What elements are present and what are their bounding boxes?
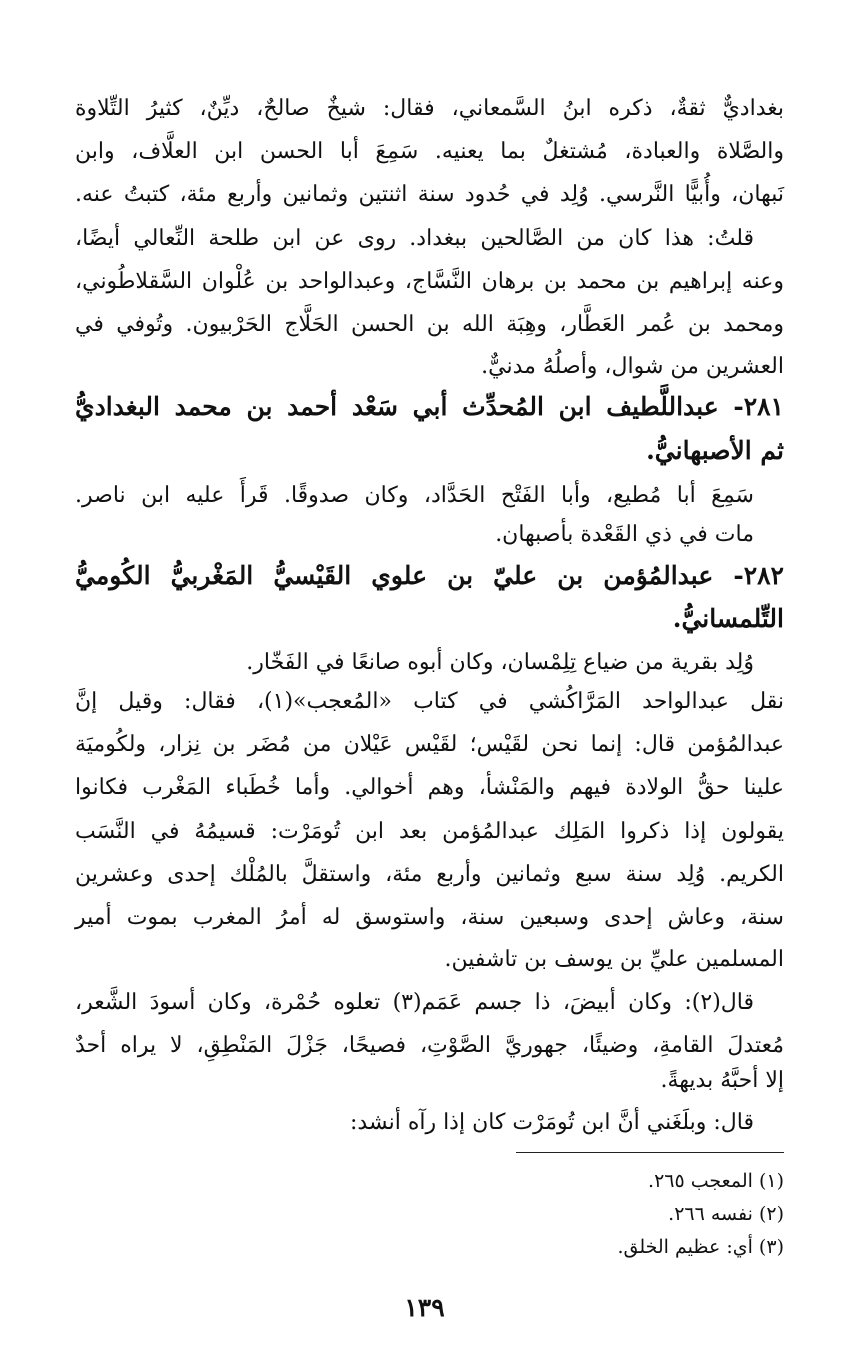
text-line: يقولون إذا ذكروا المَلِك عبدالمُؤمن بعد ابن تُومَرْت: قسيمُهُ في النَّسَب — [75, 819, 784, 844]
text-line: وعنه إبراهيم بن محمد بن برهان النَّسَّاج، وعبدالواحد بن عُلْوان السَّقلاطُوني، — [75, 269, 784, 294]
text-line: ومحمد بن عُمر العَطَّار، وهِبَة الله بن الحسن الحَلَّاج الحَرْبيون. وتُوفي في — [75, 312, 784, 337]
footnote: (١) المعجب ٢٦٥. — [648, 1170, 784, 1192]
text-line: وُلِد بقرية من ضياع تِلِمْسان، وكان أبوه صانعًا في الفَخّار. — [246, 650, 754, 675]
entry-heading: ٢٨٢- عبدالمُؤمن بن عليّ بن علوي القَيْسيُّ المَغْربيُّ الكُوميُّ — [75, 561, 784, 590]
text-line: قلتُ: هذا كان من الصَّالحين ببغداد. روى عن ابن طلحة النِّعالي أيضًا، — [75, 226, 754, 251]
text-line: بغداديٌّ ثقةٌ، ذكره ابنُ السَّمعاني، فقال: شيخٌ صالحٌ، ديِّنٌ، كثيرُ التِّلاوة — [75, 96, 784, 121]
text-line: نَبهان، وأُبيًّا النَّرسي. وُلِد في حُدود سنة اثنتين وثمانين وأربع مئة، كتبتُ عنه. — [75, 182, 784, 207]
text-line: عبدالمُؤمن قال: إنما نحن لقَيْس؛ لقَيْس عَيْلان من مُضَر بن نِزار، ولكُوميَة — [75, 732, 784, 757]
text-line: إلا أحبَّهُ بديهةً. — [660, 1068, 784, 1093]
text-line: قال(٢): وكان أبيضَ، ذا جسم عَمَم(٣) تعلوه حُمْرة، وكان أسودَ الشَّعر، — [75, 990, 754, 1015]
text-line: قال: وبلَغَني أنَّ ابن تُومَرْت كان إذا رآه أنشد: — [350, 1110, 754, 1135]
footnote: (٣) أي: عظيم الخلق. — [617, 1236, 784, 1258]
text-line: سَمِعَ أبا مُطيع، وأبا الفَتْح الحَدَّاد، وكان صدوقًا. قَرأَ عليه ابن ناصر. — [75, 483, 754, 508]
text-line: الكريم. وُلِد سنة سبع وثمانين وأربع مئة، واستقلَّ بالمُلْك إحدى وعشرين — [75, 862, 784, 887]
footnote-divider — [516, 1152, 784, 1153]
text-line: سنة، وعاش إحدى وسبعين سنة، واستوسق له أمرُ المغرب بموت أمير — [75, 905, 784, 930]
text-line: علينا حقُّ الولادة فيهم والمَنْشأ، وهم أخوالي. وأما خُطَباء المَغْرب فكانوا — [75, 775, 784, 800]
text-line: العشرين من شوال، وأصلُهُ مدنيٌّ. — [481, 354, 784, 379]
text-line: مات في ذي القَعْدة بأصبهان. — [495, 522, 754, 547]
entry-heading: ثم الأصبهانيُّ. — [646, 436, 784, 465]
text-line: مُعتدلَ القامةِ، وضيئًا، جهوريَّ الصَّوْتِ، فصيحًا، جَزْلَ المَنْطِقِ، لا يراه أحدٌ — [75, 1033, 784, 1058]
text-line: والصَّلاة والعبادة، مُشتغلٌ بما يعنيه. سَمِعَ أبا الحسن ابن العلَّاف، وابن — [75, 139, 784, 164]
text-line: المسلمين عليِّ بن يوسف بن تاشفين. — [444, 947, 784, 972]
page-number: ١٣٩ — [404, 1293, 445, 1322]
footnote: (٢) نفسه ٢٦٦. — [668, 1203, 784, 1225]
entry-heading: ٢٨١- عبداللَّطيف ابن المُحدِّث أبي سَعْد أحمد بن محمد البغداديُّ — [75, 392, 784, 421]
entry-heading: التِّلمسانيُّ. — [672, 604, 784, 633]
text-line: نقل عبدالواحد المَرَّاكُشي في كتاب «المُعجب»(١)، فقال: وقيل إنَّ — [75, 689, 784, 714]
